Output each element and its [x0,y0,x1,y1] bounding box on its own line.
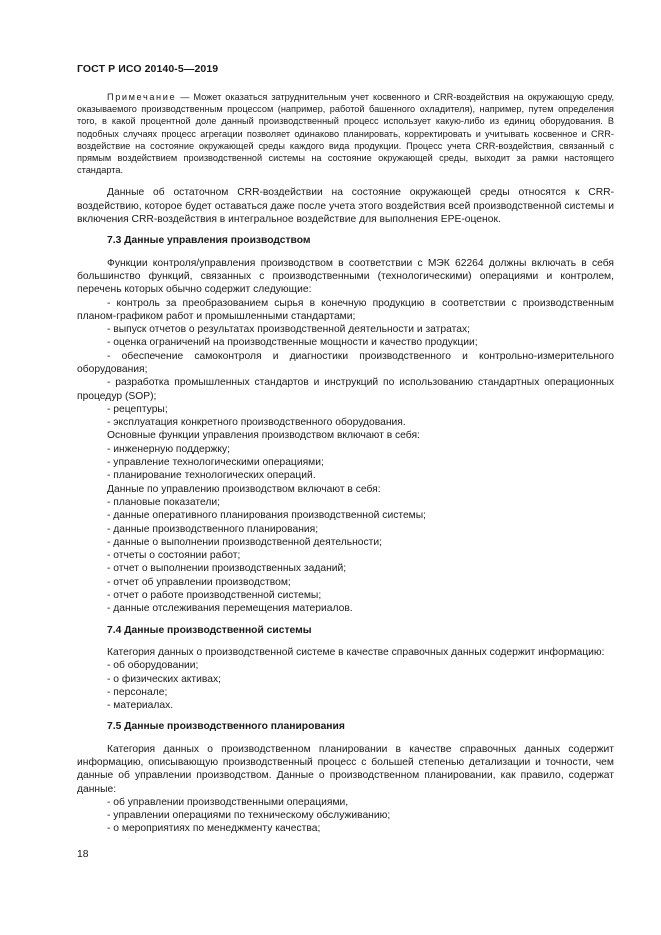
list-item: - об управлении производственными операциями, [107,796,349,808]
note-label: Примечание [107,92,177,102]
section-7-4-intro: Категория данных о производственной системе в качестве справочных данных содержит информацию: [107,646,605,658]
section-heading-7-4: 7.4 Данные производственной системы [107,624,312,636]
list-item: - отчет об управлении производством; [107,576,291,588]
list-item: - данные оперативного планирования производственной системы; [107,510,427,522]
list-item: - данные о выполнении производственной деятельности; [107,536,382,548]
list-item: - выпуск отчетов о результатах производственной деятельности и затратах; [107,324,470,336]
list-item: - данные отслеживания перемещения материалов. [107,603,353,615]
list-item: - разработка промышленных стандартов и инструкций по использованию стандартных операционных процедур (SOP); [77,377,614,402]
list-item: - оценка ограничений на производственные мощности и качество продукции; [107,337,478,349]
data-intro: Данные по управлению производством включают в себя: [107,483,381,495]
list-item: - о мероприятиях по менеджменту качества; [107,823,321,835]
list-item: - рецептуры; [107,403,168,415]
list-item: - эксплуатация конкретного производственного оборудования. [107,417,406,429]
intro-paragraph: Данные об остаточном CRR-воздействии на состояние окружающей среды относятся к CRR-воздействию, которое будет оставаться даже после учета этого воздействия всей производственной системы и включения CRR-воздействия в интегральное воздействие для выполнения EPE-оценок. [77,187,614,226]
page-number: 18 [77,849,89,860]
page-content [77,91,614,836]
list-item: - плановые показатели; [107,496,220,508]
section-7-3-intro: Функции контроля/управления производством в соответствии с МЭК 62264 должны включать в себя большинство функций, связанных с производственными (технологическими) операциями и контролем, перечень которых обычно содержит следующие: [77,257,614,296]
list-item: - инженерную поддержку; [107,443,230,455]
note-paragraph [77,91,614,176]
section-7-5-intro: Категория данных о производственном планировании в качестве справочных данных содержит информацию, описывающую производственный процесс с большей степенью детализации и точности, чем данные об управлении производством. Данные о производственном планировании, как правило, содержат данные: [77,743,614,795]
list-item: - об оборудовании; [107,660,199,672]
list-item: - планирование технологических операций. [107,470,316,482]
list-item: - о физических активах; [107,673,221,685]
list-item: - отчеты о состоянии работ; [107,550,241,562]
document-header: ГОСТ Р ИСО 20140-5—2019 [77,63,219,75]
list-item: - материалах. [107,700,174,712]
list-item: - данные производственного планирования; [107,523,319,535]
list-item: - контроль за преобразованием сырья в конечную продукцию в соответствии с производственным планом-графиком работ и промышленными стандартами; [77,297,614,322]
list-item: - обеспечение самоконтроля и диагностики производственного и контрольно-измерительного оборудования; [77,350,614,375]
list-item: - отчет о выполнении производственных заданий; [107,563,347,575]
list-item: - управлении операциями по техническому обслуживанию; [107,810,391,822]
section-heading-7-3: 7.3 Данные управления производством [107,235,311,247]
section-heading-7-5: 7.5 Данные производственного планирования [107,721,345,733]
list-item: - отчет о работе производственной системы; [107,590,322,602]
main-functions-intro: Основные функции управления производством включают в себя: [107,430,420,442]
list-item: - управление технологическими операциями; [107,457,324,469]
note-text: — Может оказаться затруднительным учет косвенного и CRR-воздействия на окружающую среду, оказываемого производственным процессом (например, работой башенного охладителя), например, путем определения того, в какой процентной доле данный производственный процесс использует какую-либо из единиц оборудования. В подобных случаях процесс агрегации позволяет одинаково планировать, корректировать и учитывать косвенное и CRR-воздействие на состояние окружающей среды каждого вида продукции. Процесс учета CRR-воздействия, связанный с прямым воздействием производственной системы на состояние окружающей среды, выходит за рамки настоящего стандарта. [77,92,614,176]
list-item: - персонале; [107,686,168,698]
